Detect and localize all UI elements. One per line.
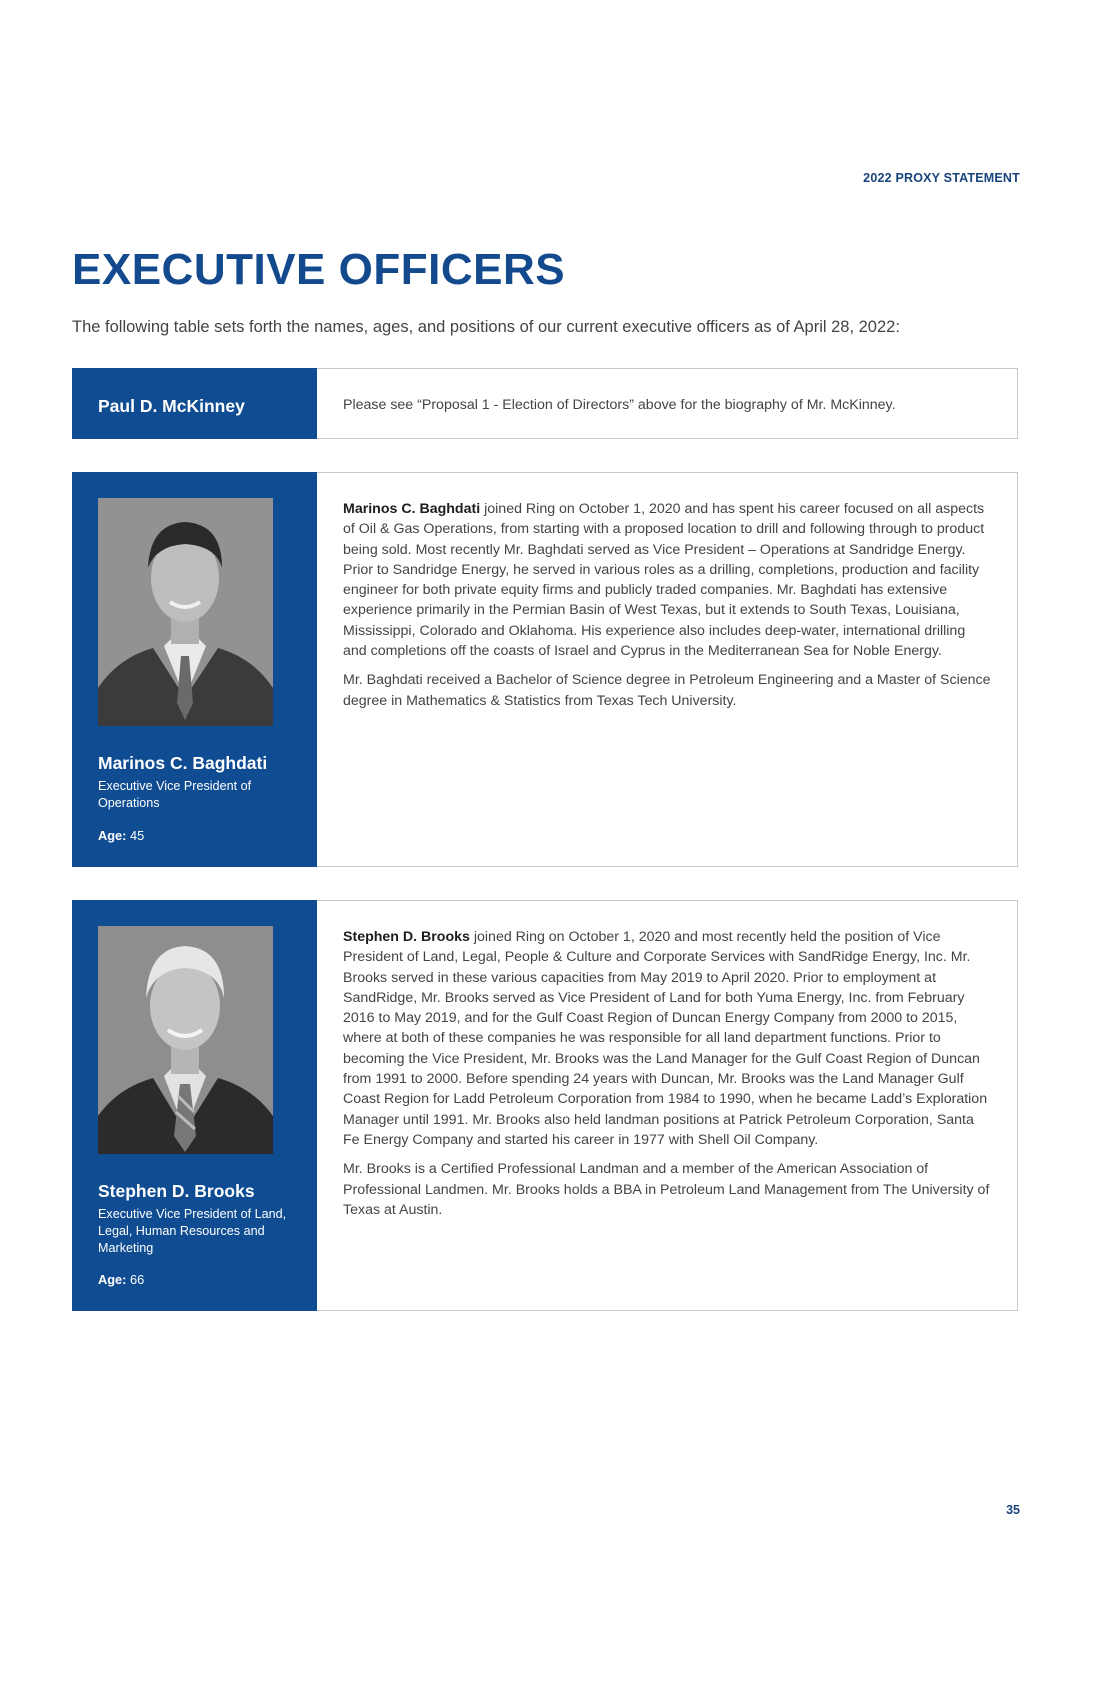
officer-name: Paul D. McKinney [98,396,245,416]
officer-photo [98,498,273,726]
age-value: 45 [130,828,145,843]
intro-text: The following table sets forth the names, ages, and positions of our current executive officers as of April 28, 2022: [72,318,900,336]
officer-card-brooks [72,900,1018,1311]
portrait-image [98,926,273,1154]
officer-name: Stephen D. Brooks [98,1181,255,1201]
age-value: 66 [130,1272,145,1287]
officer-name: Marinos C. Baghdati [98,753,268,773]
officer-sidebar [72,900,317,1311]
age-label: Age: [98,828,127,843]
officer-photo [98,926,273,1154]
bio-paragraph: Mr. Baghdati received a Bachelor of Science degree in Petroleum Engineering and a Master of Science degree in Mathematics & Statistics from Texas Tech University. [343,672,991,709]
bio-name: Stephen D. Brooks [343,929,470,945]
officer-sidebar [72,472,317,867]
bio-paragraph [343,927,991,1150]
bio-paragraph [343,499,991,661]
officer-card-mckinney [72,368,1018,439]
bio-paragraph: Please see “Proposal 1 - Election of Directors” above for the biography of Mr. McKinney. [343,397,896,413]
officer-bio [343,395,991,424]
page-title: EXECUTIVE OFFICERS [72,245,566,294]
bio-paragraph: Mr. Brooks is a Certified Professional Landman and a member of the American Association of Professional Landmen. Mr. Brooks holds a BBA in Petroleum Land Management from The University of Texas at Austin. [343,1161,990,1218]
officer-card-baghdati [72,472,1018,867]
officer-sidebar [72,368,317,439]
document-header: 2022 PROXY STATEMENT [863,171,1020,185]
officer-age [98,828,144,843]
officer-bio [343,927,991,1229]
officer-title: Executive Vice President of Operations [98,779,252,810]
age-label: Age: [98,1272,127,1287]
officer-title: Executive Vice President of Land, Legal, Human Resources and Marketing [98,1207,287,1255]
portrait-image [98,498,273,726]
officer-bio [343,499,991,720]
page-number: 35 [1006,1503,1020,1517]
officer-age [98,1272,144,1287]
bio-name: Marinos C. Baghdati [343,501,481,517]
bio-text: joined Ring on October 1, 2020 and has spent his career focused on all aspects of Oil & Gas Operations, from starting with a proposed location to drill and following through to product being sold. Most recently Mr. Baghdati served as Vice President – Operations at Sandridge Energy. Prior to Sandridge Energy, he served in various roles as a drilling, completions, production and facility engineer for both private equity firms and publicly traded companies. Mr. Baghdati has extensive experience primarily in the Permian Basin of West Texas, but it extends to South Texas, Louisiana, Mississippi, Colorado and Oklahoma. His experience also includes deep-water, international drilling and completions off the coasts of Israel and Cyprus in the Mediterranean Sea for Noble Energy. [343,501,985,660]
bio-text: joined Ring on October 1, 2020 and most recently held the position of Vice President of Land, Legal, People & Culture and Corporate Services with SandRidge Energy, Inc. Mr. Brooks served in these various capacities from May 2019 to April 2020. Prior to employment at SandRidge, Mr. Brooks served as Vice President of Land for both Yuma Energy, Inc. from February 2016 to May 2019, and for the Gulf Coast Region of Duncan Energy Company from 2000 to 2015, where at both of these companies he was responsible for all land department functions. Prior to becoming the Vice President, Mr. Brooks was the Land Manager for the Gulf Coast Region of Duncan from 1991 to 2000. Before spending 24 years with Duncan, Mr. Brooks was the Land Manager Gulf Coast Region for Ladd Petroleum Corporation from 1984 to 1990, when he became Ladd’s Exploration Manager until 1991. Mr. Brooks also held landman positions at Patrick Petroleum Corporation, Santa Fe Energy Company and started his career in 1977 with Shell Oil Company. [343,929,988,1148]
